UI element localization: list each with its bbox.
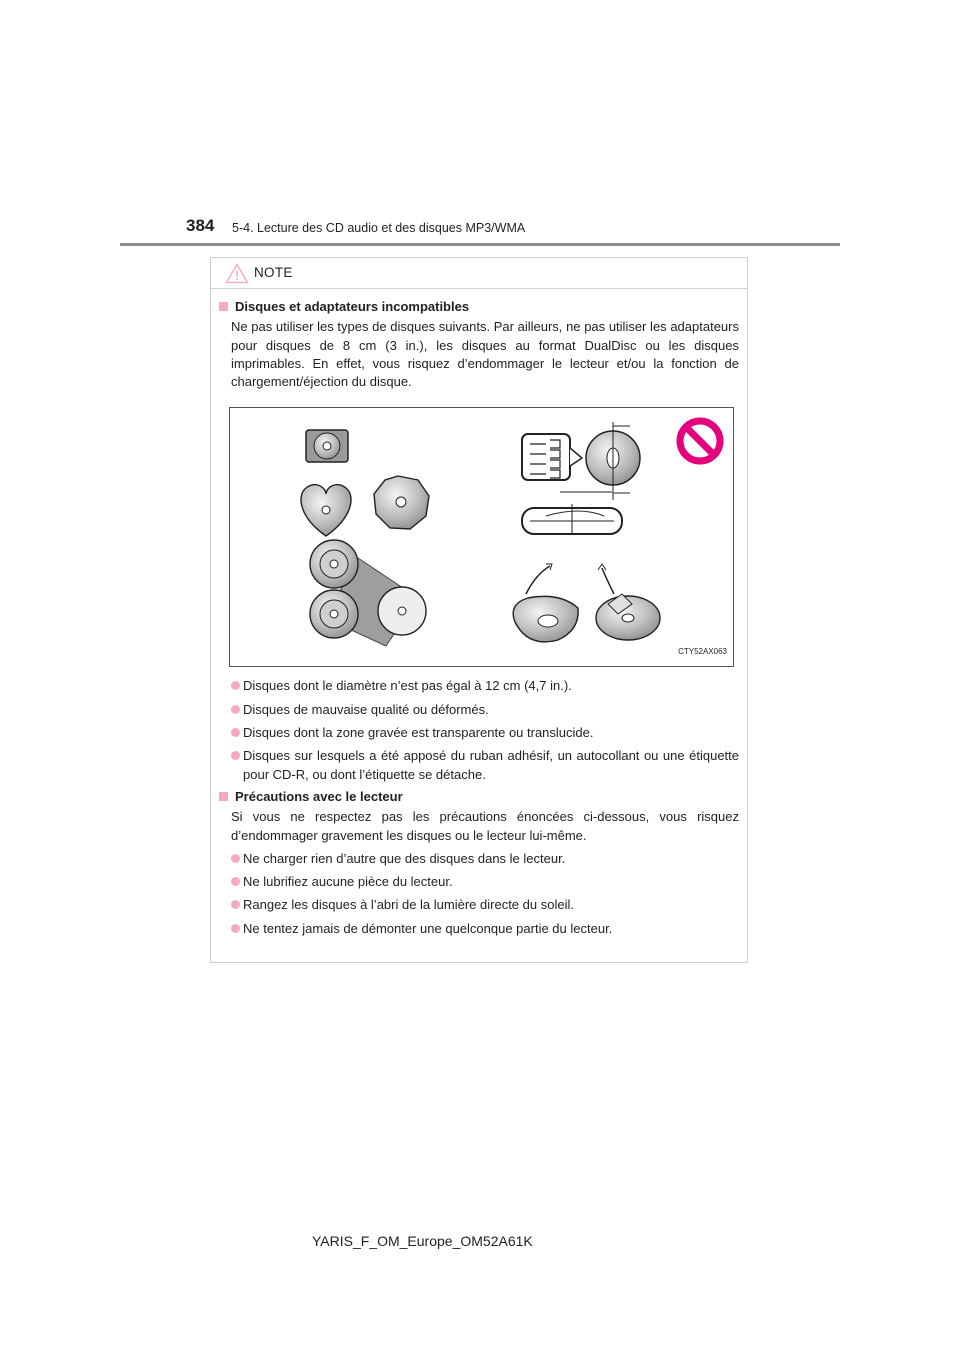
square-bullet-icon: [219, 792, 228, 801]
square-bullet-icon: [219, 302, 228, 311]
bullet-dot-icon: [231, 924, 240, 933]
bullet-dot-icon: [231, 877, 240, 886]
note-header: [211, 258, 747, 289]
list-item: Disques dont la zone gravée est transparente ou translucide.: [219, 724, 739, 742]
section-heading: Disques et adaptateurs incompatibles: [219, 298, 739, 316]
list-item: Disques sur lesquels a été apposé du ruban adhésif, un autocollant ou une étiquette pour CD-R, ou dont l’étiquette se détache.: [219, 747, 739, 784]
list-item: Disques de mauvaise qualité ou déformés.: [219, 701, 739, 719]
section-heading: Précautions avec le lecteur: [219, 788, 739, 806]
bullet-dot-icon: [231, 900, 240, 909]
list-item: Disques dont le diamètre n’est pas égal à 12 cm (4,7 in.).: [219, 677, 739, 695]
warning-triangle-icon: [225, 263, 249, 284]
section-paragraph: Ne pas utiliser les types de disques suivants. Par ailleurs, ne pas utiliser les adaptateurs pour disques de 8 cm (3 in.), les disques au format DualDisc ou les disques imprimables. En effet, vous risquez d’endommager le lecteur et/ou la fonction de chargement/éjection du disque.: [231, 319, 739, 390]
bullet-dot-icon: [231, 854, 240, 863]
note-box: [210, 257, 748, 963]
list-item: Ne tentez jamais de démonter une quelconque partie du lecteur.: [219, 920, 739, 938]
bullet-dot-icon: [231, 705, 240, 714]
disc-illustrations: [230, 408, 735, 668]
bullet-dot-icon: [231, 751, 240, 760]
incompatible-discs-figure: [229, 407, 734, 667]
figure-code: CTY52AX063: [678, 647, 727, 657]
prohibited-icon: [675, 416, 725, 466]
bullet-dot-icon: [231, 681, 240, 690]
list-item: Ne lubrifiez aucune pièce du lecteur.: [219, 873, 739, 891]
page-number: 384: [186, 216, 215, 235]
note-content: [219, 298, 739, 938]
list-item: Ne charger rien d’autre que des disques dans le lecteur.: [219, 850, 739, 868]
note-title: NOTE: [254, 265, 293, 280]
section-paragraph: Si vous ne respectez pas les précautions énoncées ci-dessous, vous risquez d’endommager gravement les disques ou le lecteur lui-même.: [231, 809, 739, 843]
list-item: Rangez les disques à l’abri de la lumière directe du soleil.: [219, 896, 739, 914]
section-title: 5-4. Lecture des CD audio et des disques MP3/WMA: [232, 221, 526, 235]
header-rule: [120, 243, 840, 246]
document-id: YARIS_F_OM_Europe_OM52A61K: [312, 1233, 533, 1249]
bullet-dot-icon: [231, 728, 240, 737]
